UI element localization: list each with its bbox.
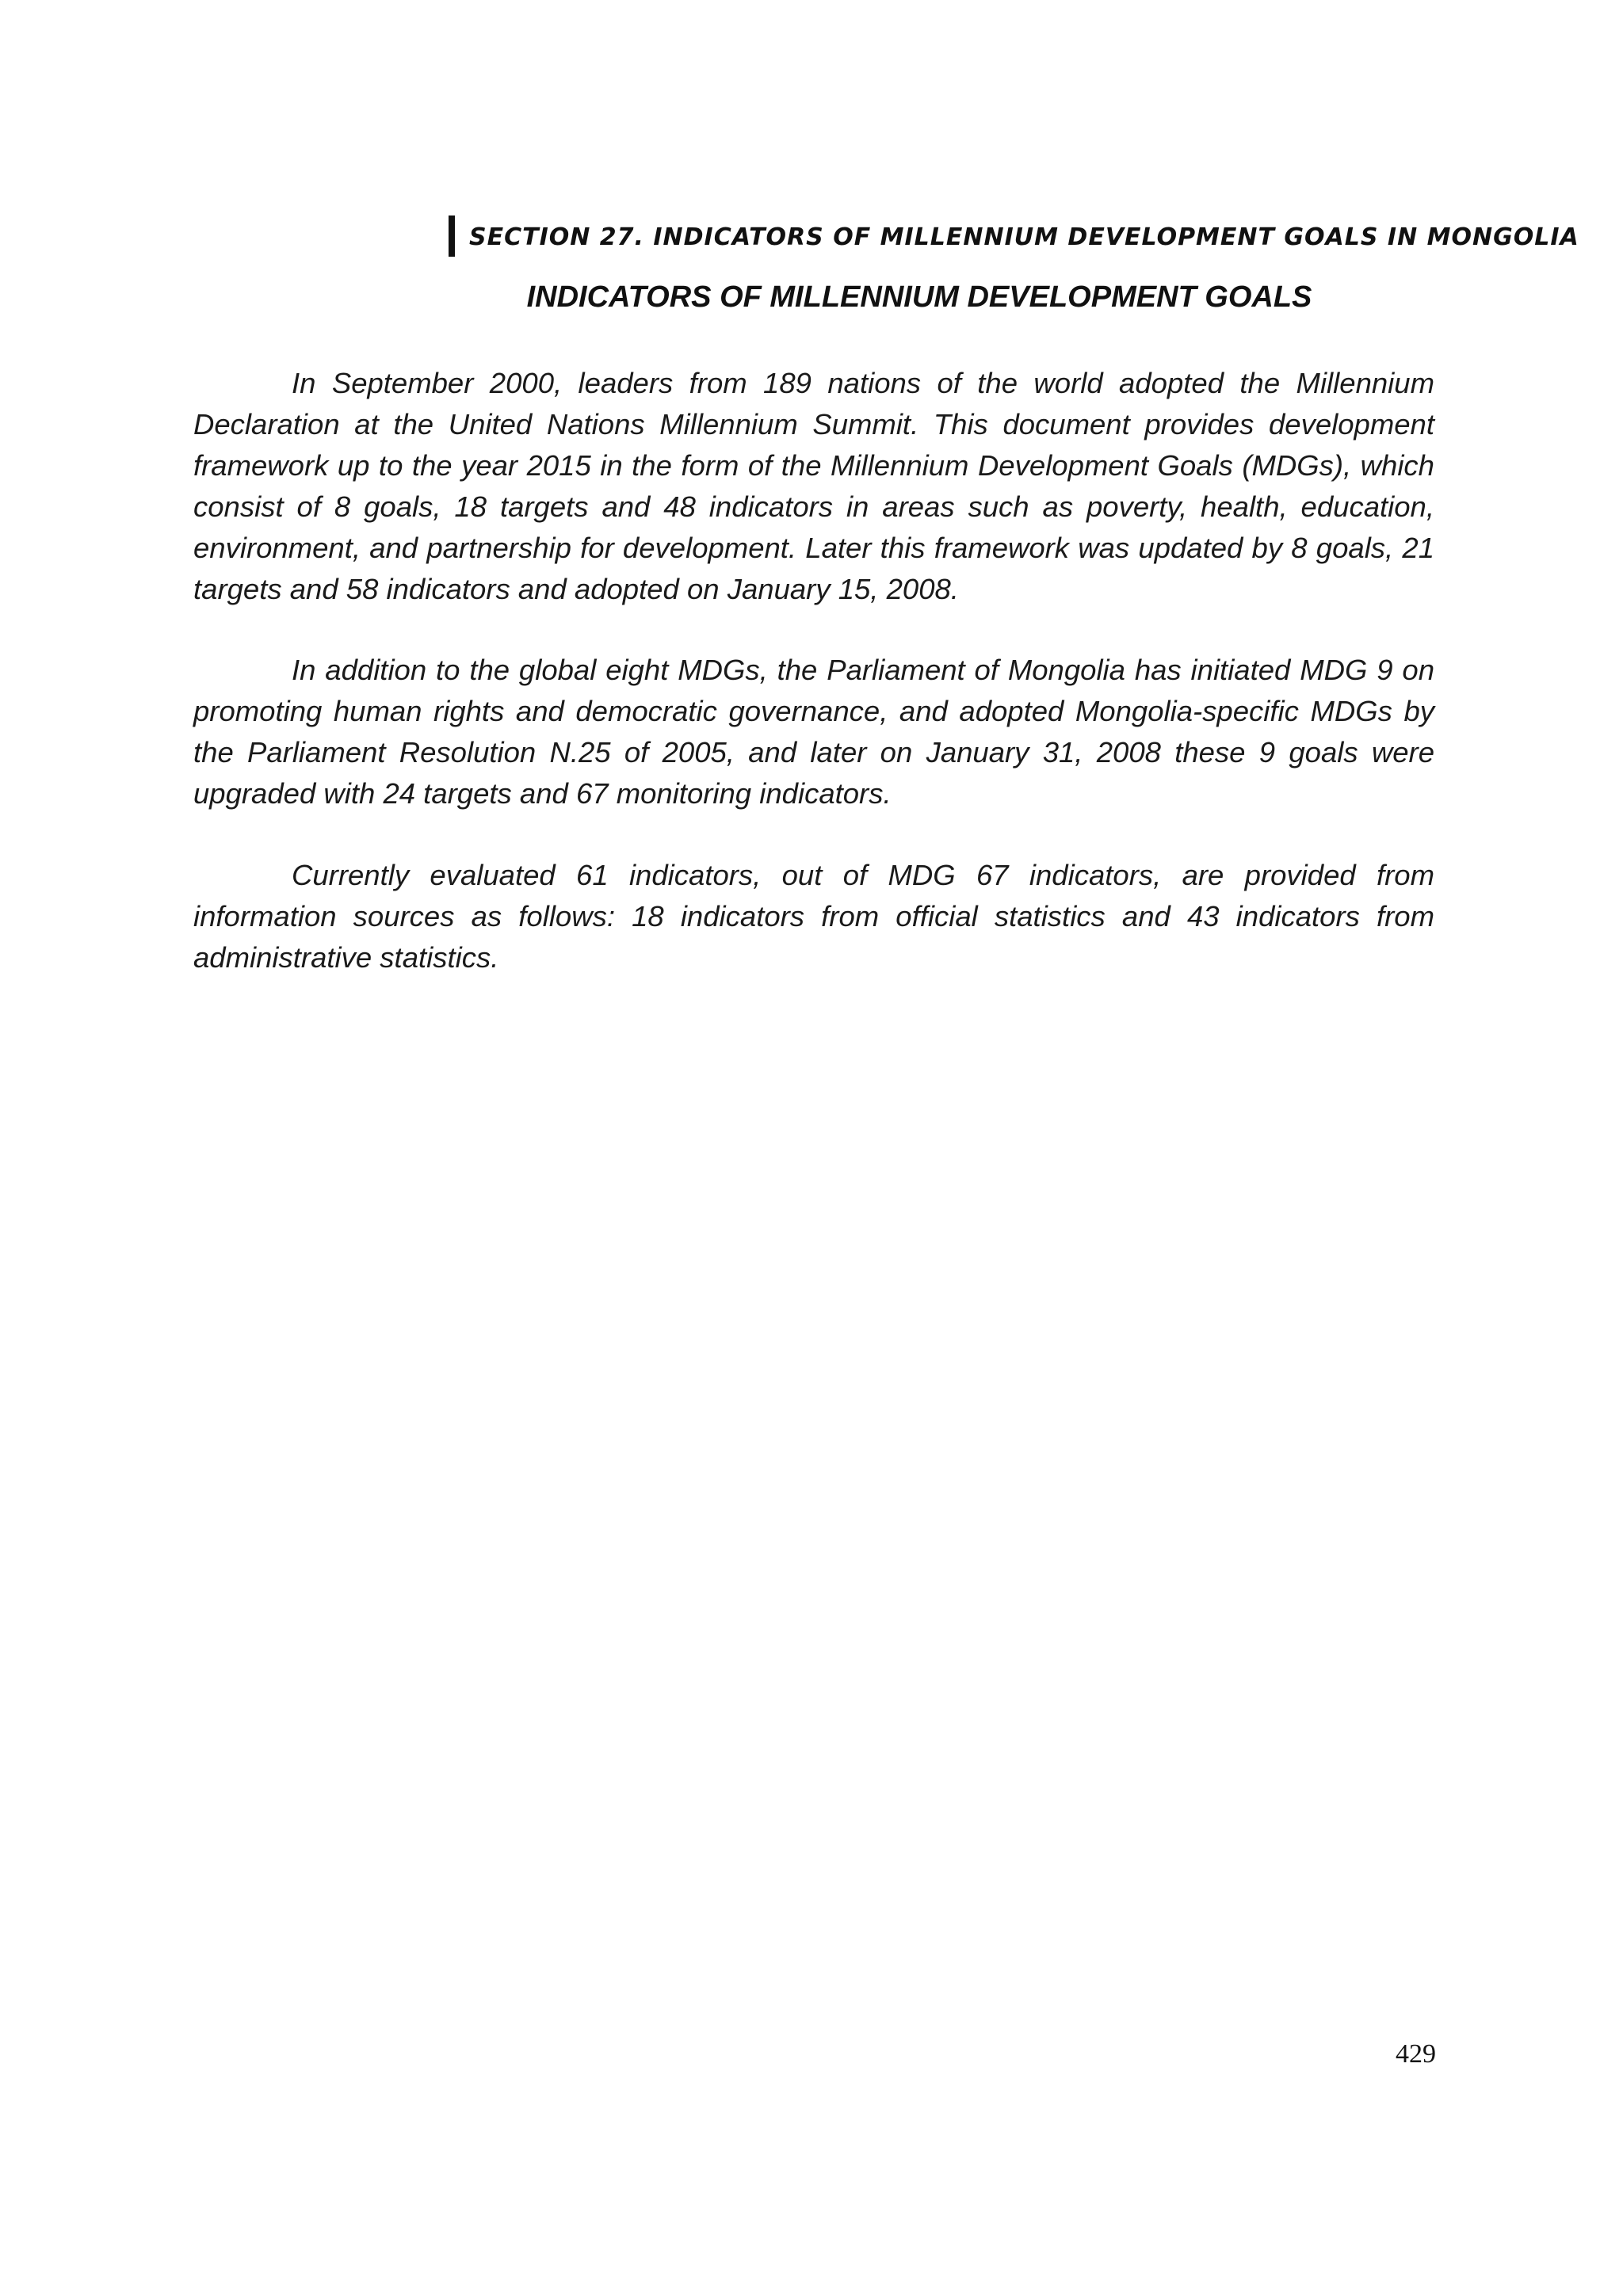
page-title: INDICATORS OF MILLENNIUM DEVELOPMENT GOALS	[526, 280, 1312, 314]
page-number: 429	[1396, 2039, 1436, 2069]
paragraph-1: In September 2000, leaders from 189 nations of the world adopted the Millennium Declaration at the United Nations Millennium Summit. This document provides development framework up to the year 2015 in the form of the Millennium Development Goals (MDGs), which consist of 8 goals, 18 targets and 48 indicators in areas such as poverty, health, education, environment, and partnership for development. Later this framework was updated by 8 goals, 21 targets and 58 indicators and adopted on January 15, 2008.	[193, 367, 1434, 605]
paragraph-3: Currently evaluated 61 indicators, out of MDG 67 indicators, are provided from information sources as follows: 18 indicators from official statistics and 43 indicators from administrative statistics.	[193, 859, 1434, 974]
paragraph-2: In addition to the global eight MDGs, the Parliament of Mongolia has initiated MDG 9 on promoting human rights and democratic governance, and adopted Mongolia-specific MDGs by the Parliament Resolution N.25 of 2005, and later on January 31, 2008 these 9 goals were upgraded with 24 targets and 67 monitoring indicators.	[193, 654, 1434, 810]
section-header-bar	[449, 215, 455, 257]
section-header	[449, 214, 1579, 261]
section-title: SECTION 27. INDICATORS OF MILLENNIUM DEVELOPMENT GOALS IN MONGOLIA	[469, 223, 1579, 251]
